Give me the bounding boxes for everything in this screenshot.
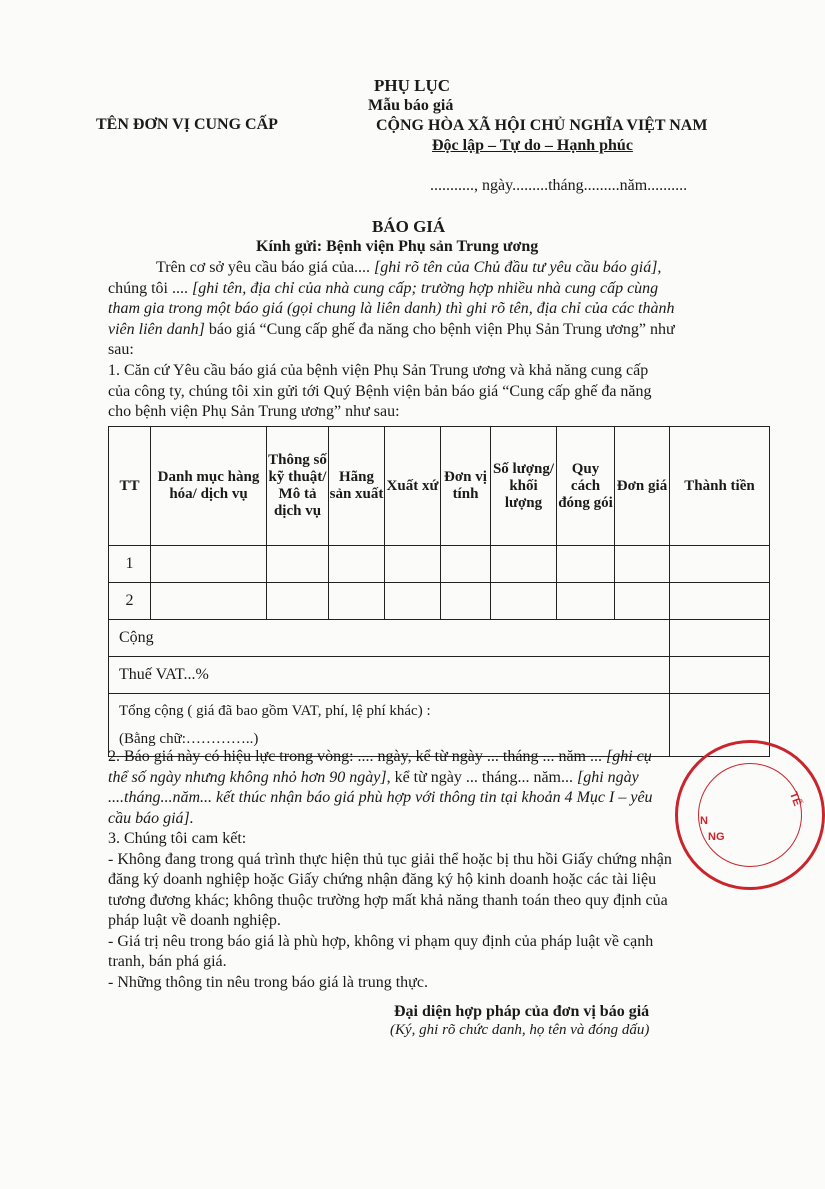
stamp-text: NG bbox=[708, 831, 725, 843]
row-number: 2 bbox=[109, 583, 151, 620]
paragraph-line: tranh, bán phá giá. bbox=[108, 953, 227, 970]
paragraph-line: đăng ký doanh nghiệp hoặc Giấy chứng nhận đăng ký hộ kinh doanh hoặc các tài liệu bbox=[108, 871, 657, 888]
header-quantity: Số lượng/ khối lượng bbox=[491, 427, 557, 546]
text-run: , kể từ ngày ... tháng... năm... bbox=[386, 768, 577, 786]
paragraph-line bbox=[108, 321, 675, 339]
stamp-text: N bbox=[700, 815, 708, 827]
paragraph-line: - Những thông tin nêu trong báo giá là trung thực. bbox=[108, 973, 428, 991]
text-run: [ghi tên, địa chỉ của nhà cung cấp; trường hợp nhiều nhà cung cấp cùng bbox=[192, 279, 659, 297]
text-run: [ghi cụ bbox=[605, 748, 652, 765]
table-cell bbox=[670, 583, 770, 620]
text-run: [ghi ngày bbox=[577, 768, 639, 786]
sum-row bbox=[109, 620, 770, 657]
table-cell bbox=[151, 583, 267, 620]
paragraph-line bbox=[156, 259, 661, 277]
table-cell bbox=[267, 583, 329, 620]
recipient-line: Kính gửi: Bệnh viện Phụ sản Trung ương bbox=[256, 238, 539, 255]
table-header-row bbox=[109, 427, 770, 546]
text-run: sau: bbox=[108, 341, 134, 358]
date-line: ..........., ngày.........tháng.........năm.......... bbox=[430, 177, 688, 194]
text-run: 2. Báo giá này có hiệu lực trong vòng: .... ngày, kể từ ngày ... tháng ... năm ... bbox=[108, 748, 606, 765]
header-packing: Quy cách đóng gói bbox=[557, 427, 615, 546]
form-name: Mẫu báo giá bbox=[368, 97, 454, 114]
table-cell bbox=[491, 583, 557, 620]
header-tt: TT bbox=[109, 427, 151, 546]
paragraph-line bbox=[108, 341, 134, 359]
text-run: cầu báo giá]. bbox=[108, 809, 194, 827]
paragraph-line: - Không đang trong quá trình thực hiện thủ tục giải thể hoặc bị thu hồi Giấy chứng nhận bbox=[108, 850, 672, 868]
table-cell bbox=[329, 583, 385, 620]
table-cell bbox=[615, 546, 670, 583]
sum-label: Cộng bbox=[109, 620, 670, 657]
table-cell bbox=[151, 546, 267, 583]
quote-table bbox=[108, 426, 770, 757]
paragraph-line bbox=[108, 300, 674, 318]
row-number: 1 bbox=[109, 546, 151, 583]
table-cell bbox=[329, 546, 385, 583]
paragraph-line bbox=[108, 810, 194, 828]
paragraph-line: 1. Căn cứ Yêu cầu báo giá của bệnh viện Phụ Sản Trung ương và khả năng cung cấp bbox=[108, 362, 649, 379]
table-cell bbox=[557, 583, 615, 620]
nation-title: CỘNG HÒA XÃ HỘI CHỦ NGHĨA VIỆT NAM bbox=[376, 117, 708, 134]
table-row bbox=[109, 583, 770, 620]
paragraph-line: pháp luật về doanh nghiệp. bbox=[108, 912, 281, 929]
table-row bbox=[109, 546, 770, 583]
paragraph-line: tương đương khác; không thuộc trường hợp mất khả năng thanh toán theo quy định của bbox=[108, 891, 668, 909]
header-item: Danh mục hàng hóa/ dịch vụ bbox=[151, 427, 267, 546]
header-origin: Xuất xứ bbox=[385, 427, 441, 546]
table-cell bbox=[557, 546, 615, 583]
vat-row bbox=[109, 657, 770, 694]
paragraph-line: - Giá trị nêu trong báo giá là phù hợp, không vi phạm quy định của pháp luật về cạnh bbox=[108, 932, 654, 950]
table-cell bbox=[385, 583, 441, 620]
paragraph-line: 3. Chúng tôi cam kết: bbox=[108, 830, 247, 847]
vat-label: Thuế VAT...% bbox=[109, 657, 670, 694]
signature-note: (Ký, ghi rõ chức danh, họ tên và đóng dấu) bbox=[390, 1022, 650, 1038]
table-cell bbox=[267, 546, 329, 583]
national-motto: Độc lập – Tự do – Hạnh phúc bbox=[432, 137, 633, 154]
header-unit: Đơn vị tính bbox=[441, 427, 491, 546]
sum-amount-cell bbox=[670, 620, 770, 657]
vat-amount-cell bbox=[670, 657, 770, 694]
text-run: ....tháng...năm... kết thúc nhận báo giá phù hợp với thông tin tại khoản 4 Mục I – yêu bbox=[108, 789, 653, 806]
red-seal-stamp bbox=[675, 740, 825, 890]
total-label: Tổng cộng ( giá đã bao gồm VAT, phí, lệ phí khác) : bbox=[119, 703, 431, 719]
header-amount: Thành tiền bbox=[670, 427, 770, 546]
text-run: chúng tôi .... bbox=[108, 279, 192, 297]
table-cell bbox=[441, 546, 491, 583]
paragraph-line: của công ty, chúng tôi xin gửi tới Quý Bệnh viện bản báo giá “Cung cấp ghế đa năng bbox=[108, 382, 652, 400]
supplier-name: TÊN ĐƠN VỊ CUNG CẤP bbox=[96, 116, 278, 133]
seal-inner-ring bbox=[698, 763, 802, 867]
appendix-title: PHỤ LỤC bbox=[374, 76, 451, 95]
paragraph-line bbox=[108, 769, 639, 787]
document-title: BÁO GIÁ bbox=[372, 217, 446, 236]
text-run: Trên cơ sở yêu cầu báo giá của.... bbox=[156, 259, 375, 276]
amount-in-words: (Bằng chữ:…………..) bbox=[119, 731, 259, 747]
header-spec: Thông số kỹ thuật/ Mô tả dịch vụ bbox=[267, 427, 329, 546]
paragraph-line bbox=[108, 748, 652, 766]
table-cell bbox=[385, 546, 441, 583]
table-cell bbox=[615, 583, 670, 620]
table-cell bbox=[441, 583, 491, 620]
text-run: thể số ngày nhưng không nhỏ hơn 90 ngày] bbox=[108, 768, 387, 786]
text-run: báo giá “Cung cấp ghế đa năng cho bệnh viện Phụ Sản Trung ương” như bbox=[204, 320, 675, 338]
text-run: viên liên danh] bbox=[108, 320, 205, 338]
paragraph-line bbox=[108, 280, 658, 298]
table-cell bbox=[491, 546, 557, 583]
header-manufacturer: Hãng sản xuất bbox=[329, 427, 385, 546]
text-run: tham gia trong một báo giá (gọi chung là liên danh) thì ghi rõ tên, địa chỉ của các thành bbox=[108, 300, 675, 317]
paragraph-line bbox=[108, 789, 653, 807]
stamp-text: TẾ bbox=[786, 790, 804, 808]
table-cell bbox=[670, 546, 770, 583]
text-run: [ghi rõ tên của Chủ đầu tư yêu cầu báo giá], bbox=[374, 259, 662, 276]
paragraph-line: cho bệnh viện Phụ Sản Trung ương” như sau: bbox=[108, 403, 400, 420]
signature-title: Đại diện hợp pháp của đơn vị báo giá bbox=[394, 1003, 650, 1020]
header-unit-price: Đơn giá bbox=[615, 427, 670, 546]
